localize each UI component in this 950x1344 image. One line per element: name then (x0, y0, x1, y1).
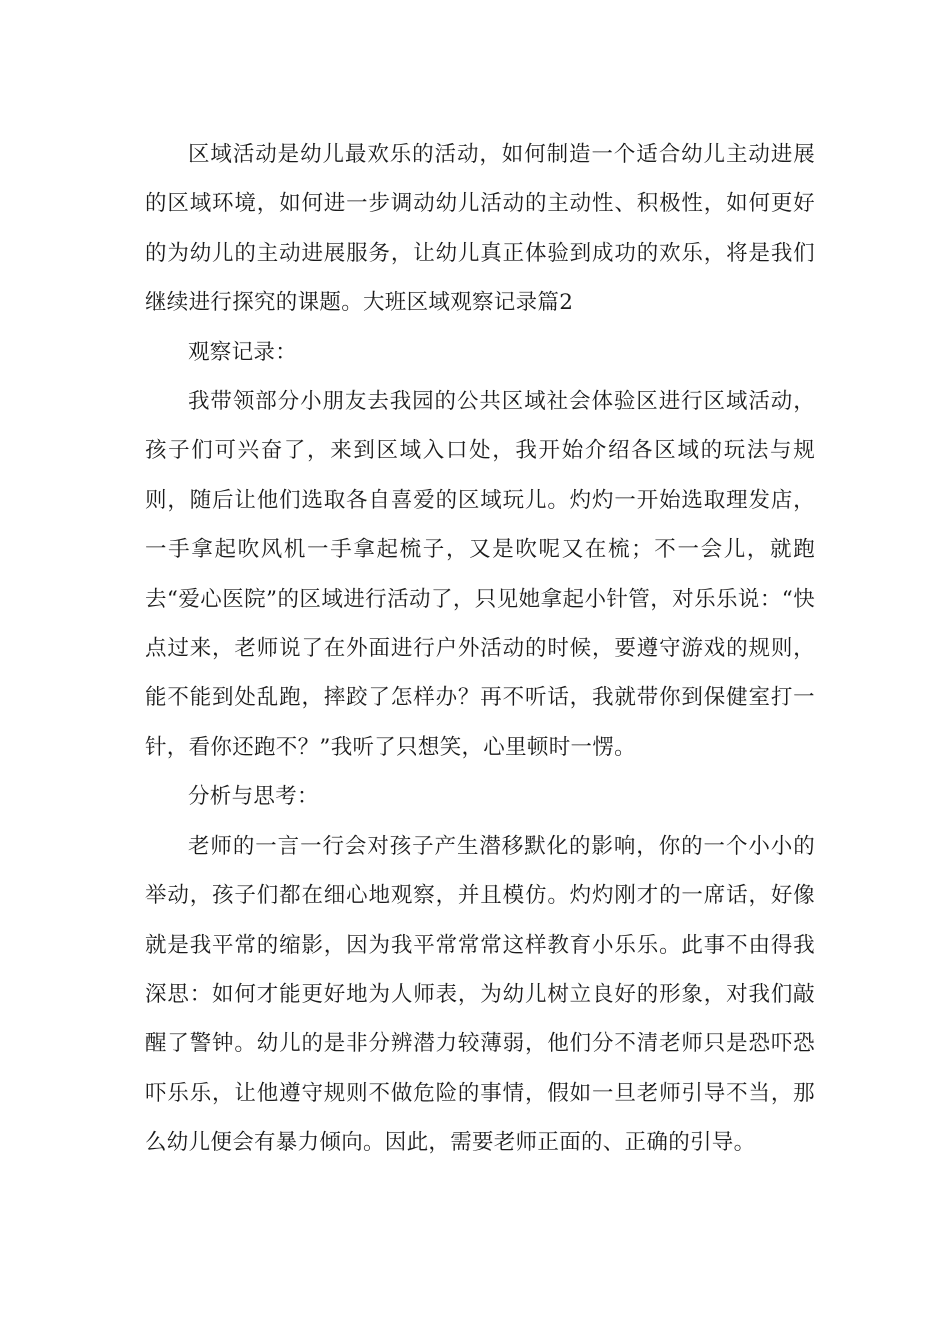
paragraph-observation: 我带领部分小朋友去我园的公共区域社会体验区进行区域活动，孩子们可兴奋了，来到区域入口处，我开始介绍各区域的玩法与规则，随后让他们选取各自喜爱的区域玩儿。灼灼一开始选取理发店，一手拿起吹风机一手拿起梳子，又是吹呢又在梳；不一会儿，就跑去“爱心医院”的区域进行活动了，只见她拿起小针管，对乐乐说：“快点过来，老师说了在外面进行户外活动的时候，要遵守游戏的规则，能不能到处乱跑，摔跤了怎样办？再不听话，我就带你到保健室打一针，看你还跑不？”我听了只想笑，心里顿时一愣。 (145, 389, 815, 760)
paragraph-intro: 区域活动是幼儿最欢乐的活动，如何制造一个适合幼儿主动进展的区域环境，如何进一步调动幼儿活动的主动性、积极性，如何更好的为幼儿的主动进展服务，让幼儿真正体验到成功的欢乐，将是我们继续进行探究的课题。大班区域观察记录篇2 (145, 142, 815, 316)
heading-analysis: 分析与思考： (188, 784, 319, 810)
paragraph-analysis: 老师的一言一行会对孩子产生潜移默化的影响，你的一个小小的举动，孩子们都在细心地观察，并且模仿。灼灼刚才的一席话，好像就是我平常的缩影，因为我平常常常这样教育小乐乐。此事不由得我深思：如何才能更好地为人师表，为幼儿树立良好的形象，对我们敲醒了警钟。幼儿的是非分辨潜力较薄弱，他们分不清老师只是恐吓恐吓乐乐，让他遵守规则不做危险的事情，假如一旦老师引导不当，那么幼儿便会有暴力倾向。因此，需要老师正面的、正确的引导。 (145, 833, 815, 1156)
heading-observation-record: 观察记录： (188, 339, 298, 365)
document-body (145, 130, 815, 1168)
